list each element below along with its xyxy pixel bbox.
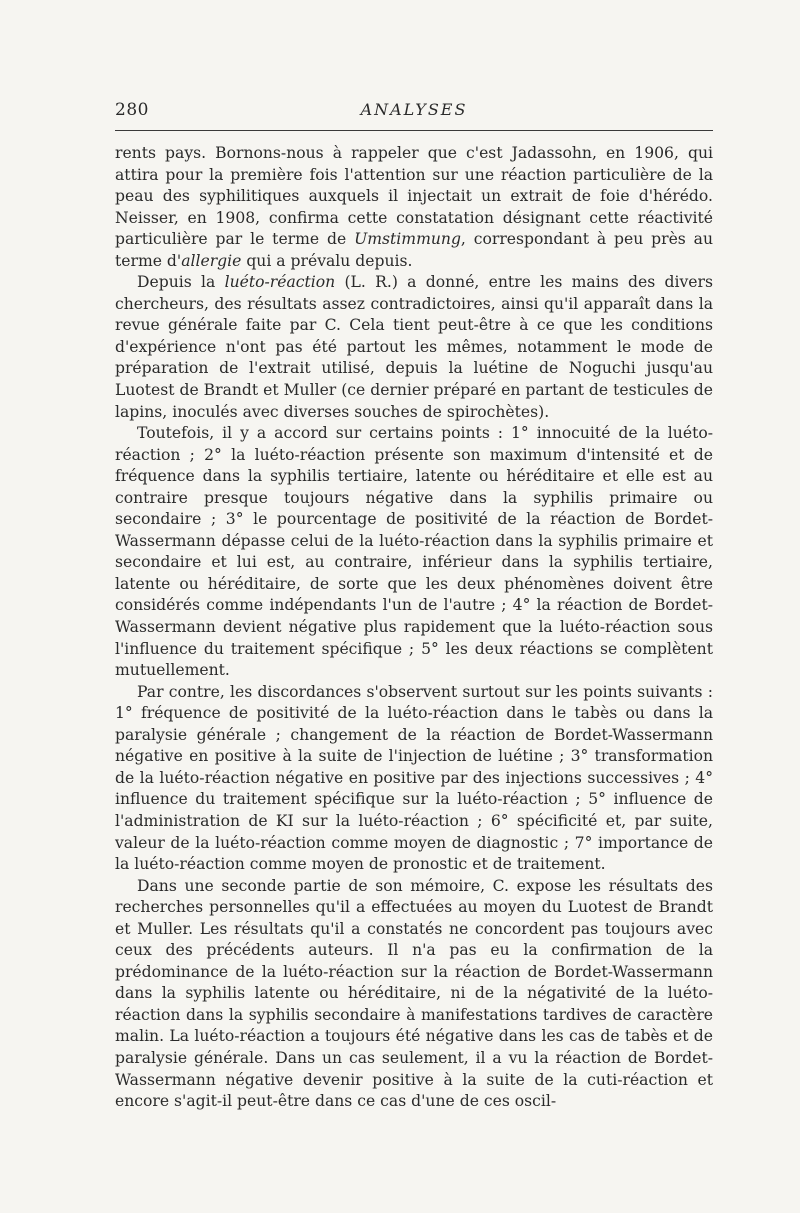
page-number: 280 xyxy=(115,100,149,120)
paragraph-2-text-a: Depuis la xyxy=(137,273,225,292)
term-allergie: allergie xyxy=(181,251,242,270)
running-title: ANALYSES xyxy=(360,100,468,119)
body-text xyxy=(115,143,713,1113)
header-rule xyxy=(115,130,713,131)
paragraph-5: Dans une seconde partie de son mémoire, C. expose les résultats des recherches personnelles qu'il a effectuées au moyen du Luotest de Brandt et Muller. Les résultats qu'il a constatés ne concordent pas toujours avec ceux des précédents auteurs. Il n'a pas eu la confirmation de la prédominance de la luéto-réaction sur la réaction de Bordet-Wassermann dans la syphilis latente ou héréditaire, ni de la négativité de la luéto-réaction dans la syphilis secondaire à manifestations tardives de caractère malin. La luéto-réaction a toujours été négative dans les cas de tabès et de paralysie générale. Dans un cas seulement, il a vu la réaction de Bordet-Wassermann négative devenir positive à la suite de la cuti-réaction et encore s'agit-il peut-être dans ce cas d'une de ces oscil- xyxy=(115,876,713,1111)
paragraph-1-text-e: qui a prévalu depuis. xyxy=(241,251,413,270)
paragraph-1-text-a: rents pays. Bornons-nous à rappeler que c'est Jadassohn, en 1906, qui attira pour la première fois l'attention sur une réaction particulière de la peau des syphilitiques auxquels il injectait un extrait de foie d'hérédo. Neisser, en 1908, confirma cette constatation désignant cette réactivité particulière par le terme de xyxy=(115,144,713,249)
paragraph-1 xyxy=(115,143,713,272)
paragraph-2-text-c: (L. R.) a donné, entre les mains des divers chercheurs, des résultats assez contradictoires, ainsi qu'il apparaît dans la revue générale faite par C. Cela tient peut-être à ce que les conditions d'expérience n'ont pas été partout les mêmes, notamment le mode de préparation de l'extrait utilisé, depuis la luétine de Noguchi jusqu'au Luotest de Brandt et Muller (ce dernier préparé en partant de testicules de lapins, inoculés avec diverses souches de spirochètes). xyxy=(115,273,713,421)
term-umstimmung: Umstimmung xyxy=(354,230,461,249)
paragraph-2 xyxy=(115,272,713,423)
paragraph-3: Toutefois, il y a accord sur certains points : 1° innocuité de la luéto-réaction ; 2° la luéto-réaction présente son maximum d'intensité et de fréquence dans la syphilis tertiaire, latente ou héréditaire et elle est au contraire presque toujours négative dans la syphilis primaire ou secondaire ; 3° le pourcentage de positivité de la réaction de Bordet-Wassermann dépasse celui de la luéto-réaction dans la syphilis primaire et secondaire et lui est, au contraire, inférieur dans la syphilis tertiaire, latente ou héréditaire, de sorte que les deux phénomènes doivent être considérés comme indépendants l'un de l'autre ; 4° la réaction de Bordet-Wassermann devient négative plus rapidement que la luéto-réaction sous l'influence du traitement spécifique ; 5° les deux réactions se complètent mutuellement. xyxy=(115,424,713,680)
paragraph-4: Par contre, les discordances s'observent surtout sur les points suivants : 1° fréquence de positivité de la luéto-réaction dans le tabès ou dans la paralysie générale ; changement de la réaction de Bordet-Wassermann négative en positive à la suite de l'injection de luétine ; 3° transformation de la luéto-réaction négative en positive par des injections successives ; 4° influence du traitement spécifique sur la luéto-réaction ; 5° influence de l'administration de KI sur la luéto-réaction ; 6° spécificité et, par suite, valeur de la luéto-réaction comme moyen de diagnostic ; 7° importance de la luéto-réaction comme moyen de pronostic et de traitement. xyxy=(115,682,713,874)
page-header xyxy=(115,100,713,126)
term-lueto-reaction: luéto-réaction xyxy=(224,273,336,292)
paragraph-1-text-c: , correspondant à peu près au terme d' xyxy=(115,230,714,270)
